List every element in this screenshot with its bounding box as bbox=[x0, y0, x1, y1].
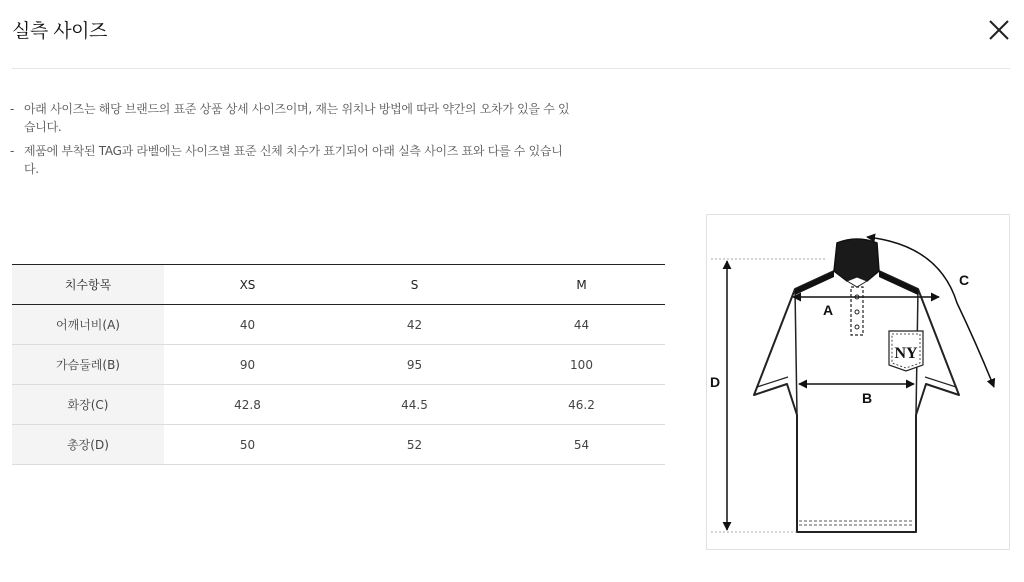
label-d: D bbox=[710, 374, 721, 390]
row-label: 총장(D) bbox=[12, 425, 164, 465]
size-table bbox=[12, 264, 665, 465]
table-cell: 54 bbox=[498, 425, 665, 465]
table-cell: 95 bbox=[331, 345, 498, 385]
note-item bbox=[10, 142, 570, 178]
table-cell: 42.8 bbox=[164, 385, 331, 425]
size-notes bbox=[10, 100, 570, 184]
column-header-item: 치수항목 bbox=[12, 265, 164, 305]
table-cell: 52 bbox=[331, 425, 498, 465]
table-header-row bbox=[12, 265, 665, 305]
table-row bbox=[12, 345, 665, 385]
page-title: 실측 사이즈 bbox=[12, 20, 107, 42]
collar bbox=[834, 239, 879, 281]
table-row bbox=[12, 305, 665, 345]
table-row bbox=[12, 425, 665, 465]
column-header-m: M bbox=[498, 265, 665, 305]
polo-shirt-diagram bbox=[707, 215, 1009, 549]
label-a: A bbox=[823, 302, 834, 318]
note-item bbox=[10, 100, 570, 136]
table-cell: 44 bbox=[498, 305, 665, 345]
close-icon bbox=[988, 19, 1010, 41]
note-bullet: - bbox=[10, 144, 15, 158]
table-cell: 50 bbox=[164, 425, 331, 465]
note-text: 아래 사이즈는 해당 브랜드의 표준 상품 상세 사이즈이며, 재는 위치나 방법에 따라 약간의 오차가 있을 수 있습니다. bbox=[24, 102, 570, 134]
row-label: 어깨너비(A) bbox=[12, 305, 164, 345]
ny-logo: NY bbox=[894, 345, 918, 362]
label-c: C bbox=[959, 272, 970, 288]
row-label: 가슴둘레(B) bbox=[12, 345, 164, 385]
table-cell: 40 bbox=[164, 305, 331, 345]
close-button[interactable] bbox=[988, 19, 1010, 41]
row-label: 화장(C) bbox=[12, 385, 164, 425]
column-header-xs: XS bbox=[164, 265, 331, 305]
modal-header bbox=[12, 0, 1010, 69]
table-cell: 42 bbox=[331, 305, 498, 345]
label-b: B bbox=[862, 390, 873, 406]
note-bullet: - bbox=[10, 102, 15, 116]
column-header-s: S bbox=[331, 265, 498, 305]
table-cell: 46.2 bbox=[498, 385, 665, 425]
table-cell: 44.5 bbox=[331, 385, 498, 425]
measurement-diagram bbox=[706, 214, 1010, 550]
note-text: 제품에 부착된 TAG과 라벨에는 사이즈별 표준 신체 치수가 표기되어 아래 실측 사이즈 표와 다를 수 있습니다. bbox=[24, 144, 563, 176]
table-cell: 100 bbox=[498, 345, 665, 385]
table-row bbox=[12, 385, 665, 425]
table-cell: 90 bbox=[164, 345, 331, 385]
